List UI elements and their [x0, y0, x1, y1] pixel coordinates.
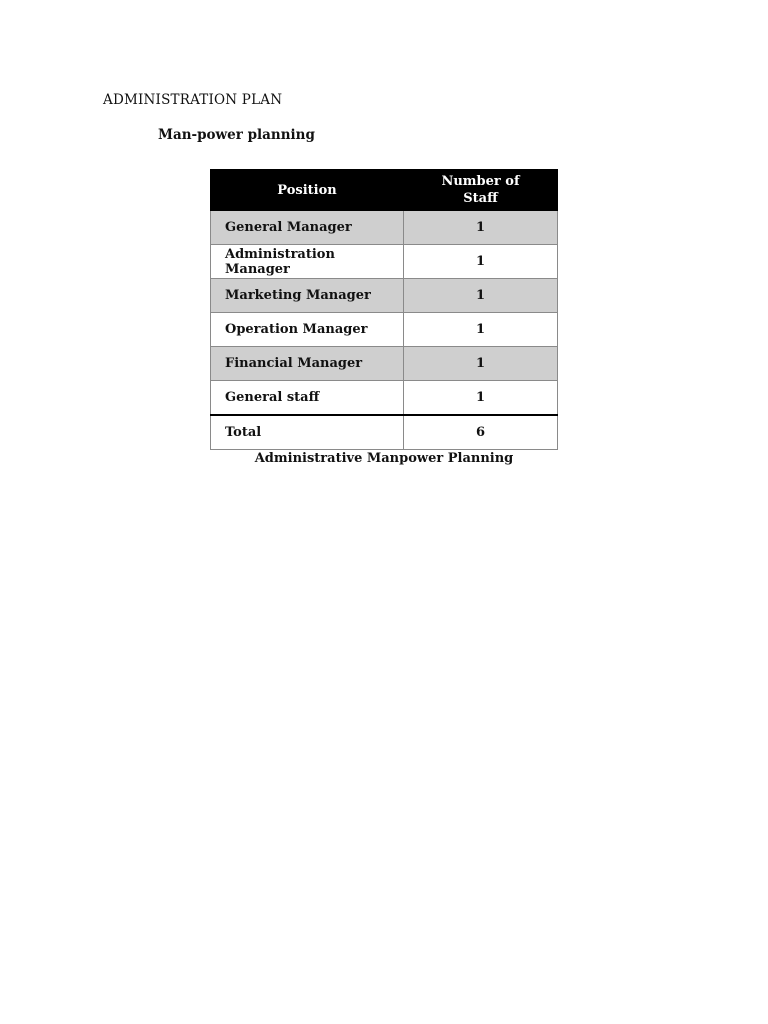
table-row [211, 279, 558, 313]
position-cell: Operation Manager [211, 313, 404, 347]
manpower-table [210, 169, 558, 450]
column-header-staff-count-line1: Number of [441, 174, 520, 189]
total-label-cell: Total [211, 415, 404, 450]
position-cell: Marketing Manager [211, 279, 404, 313]
position-cell: General staff [211, 381, 404, 416]
staff-count-cell: 1 [404, 347, 558, 381]
staff-count-cell: 1 [404, 381, 558, 416]
table-row [211, 211, 558, 245]
staff-count-cell: 1 [404, 211, 558, 245]
table-total-row [211, 415, 558, 450]
position-cell: General Manager [211, 211, 404, 245]
position-cell: Financial Manager [211, 347, 404, 381]
table-header-row [211, 170, 558, 211]
table-caption: Administrative Manpower Planning [254, 451, 514, 466]
table-row [211, 245, 558, 279]
table-row [211, 381, 558, 416]
column-header-staff-count-line2: Staff [463, 191, 498, 206]
column-header-staff-count [404, 170, 558, 211]
staff-count-cell: 1 [404, 245, 558, 279]
staff-count-cell: 1 [404, 313, 558, 347]
table-row [211, 347, 558, 381]
page-title: ADMINISTRATION PLAN [103, 92, 283, 108]
position-cell: Administration Manager [211, 245, 404, 279]
staff-count-cell: 1 [404, 279, 558, 313]
table-row [211, 313, 558, 347]
total-count-cell: 6 [404, 415, 558, 450]
column-header-position: Position [211, 170, 404, 211]
section-title: Man-power planning [158, 127, 315, 143]
